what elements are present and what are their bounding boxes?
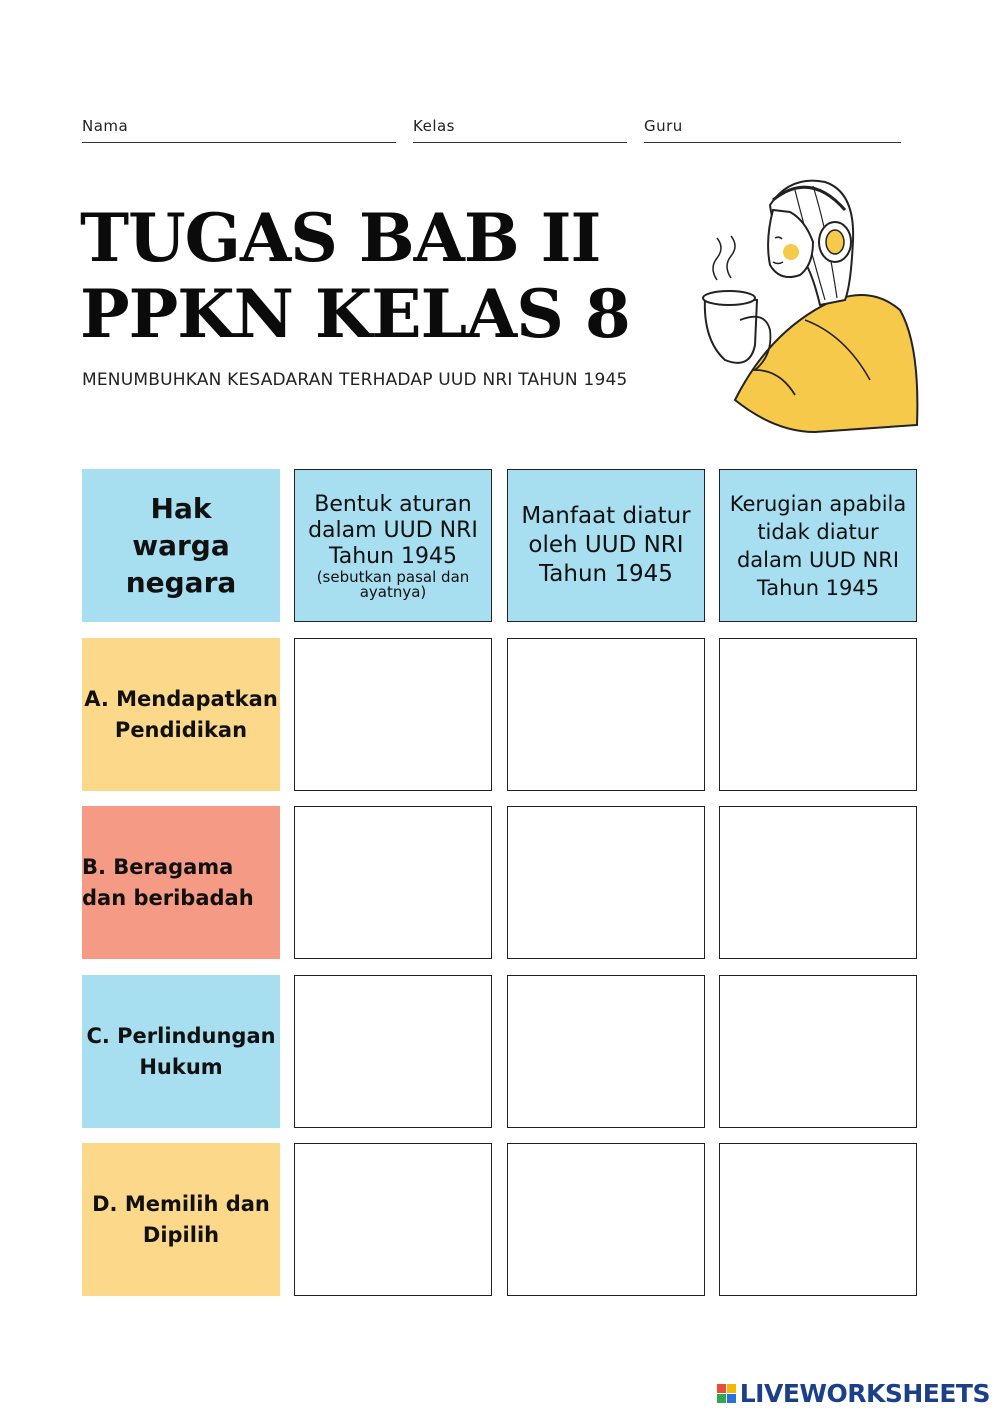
watermark-text: LIVEWORKSHEETS	[739, 1379, 990, 1408]
answer-box-b-bentuk[interactable]	[294, 806, 492, 959]
page-subtitle: MENUMBUHKAN KESADARAN TERHADAP UUD NRI TAHUN 1945	[82, 370, 628, 390]
header-manfaat	[507, 469, 705, 622]
row-label-c	[82, 975, 280, 1128]
page-title	[80, 200, 630, 352]
row-label-b	[82, 806, 280, 959]
header-bentuk-note: (sebutkan pasal dan ayatnya)	[316, 567, 470, 601]
liveworksheets-logo-icon	[717, 1384, 736, 1403]
header-bentuk-label: Bentuk aturan dalam UUD NRI Tahun 1945	[308, 491, 478, 569]
answer-box-a-bentuk[interactable]	[294, 638, 492, 791]
row-b-label: B. Beragama dan beribadah	[82, 854, 254, 910]
header-hak-label: Hak warga negara	[125, 492, 237, 599]
liveworksheets-watermark	[717, 1379, 990, 1408]
answer-box-c-bentuk[interactable]	[294, 975, 492, 1128]
row-label-d	[82, 1143, 280, 1296]
class-field[interactable]	[413, 116, 627, 143]
header-kerugian	[719, 469, 917, 622]
row-a-label: A. Mendapatkan Pendidikan	[84, 686, 278, 742]
class-field-label: Kelas	[413, 117, 455, 135]
title-line-2: PPKN KELAS 8	[80, 275, 630, 353]
title-line-1: TUGAS BAB II	[80, 199, 601, 277]
answer-box-b-kerugian[interactable]	[719, 806, 917, 959]
name-field-label: Nama	[82, 117, 129, 135]
answer-box-a-manfaat[interactable]	[507, 638, 705, 791]
teacher-field-label: Guru	[644, 117, 683, 135]
answer-box-d-manfaat[interactable]	[507, 1143, 705, 1296]
answer-box-b-manfaat[interactable]	[507, 806, 705, 959]
answer-box-c-kerugian[interactable]	[719, 975, 917, 1128]
answer-box-d-kerugian[interactable]	[719, 1143, 917, 1296]
name-field[interactable]	[82, 116, 396, 143]
woman-headphones-coffee-illustration	[695, 170, 925, 435]
header-manfaat-label: Manfaat diatur oleh UUD NRI Tahun 1945	[521, 503, 691, 587]
row-d-label: D. Memilih dan Dipilih	[92, 1191, 270, 1247]
answer-box-a-kerugian[interactable]	[719, 638, 917, 791]
header-bentuk-aturan	[294, 469, 492, 622]
answer-box-d-bentuk[interactable]	[294, 1143, 492, 1296]
header-hak-warga-negara	[82, 469, 280, 622]
header-kerugian-label: Kerugian apabila tidak diatur dalam UUD NRI Tahun 1945	[729, 491, 907, 600]
row-c-label: C. Perlindungan Hukum	[86, 1023, 276, 1079]
row-label-a	[82, 638, 280, 791]
answer-box-c-manfaat[interactable]	[507, 975, 705, 1128]
teacher-field[interactable]	[644, 116, 901, 143]
